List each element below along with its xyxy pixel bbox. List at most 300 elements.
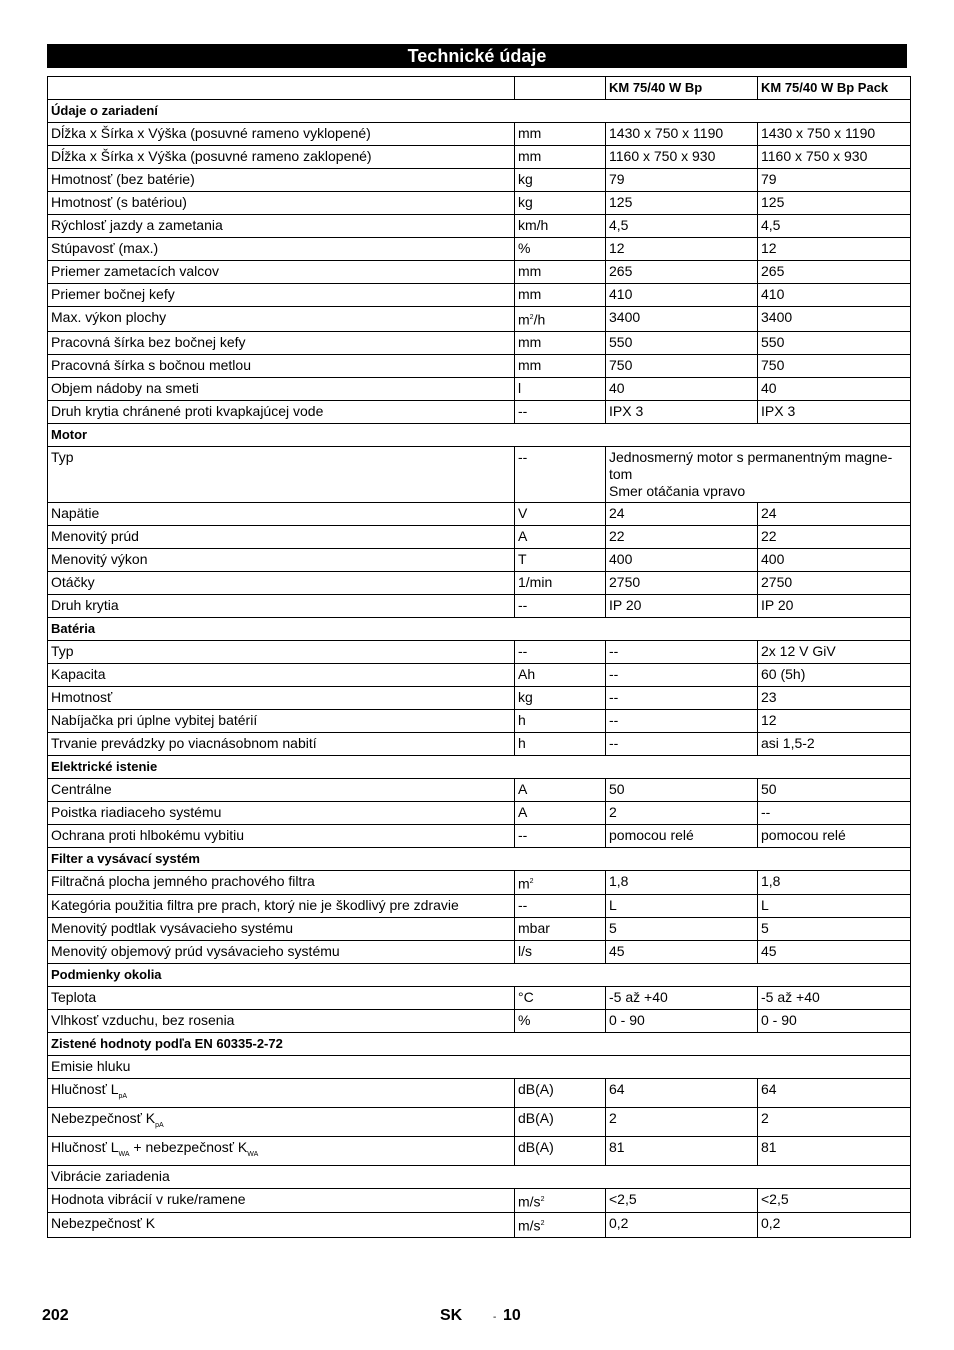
value-km-75-40-w-bp: 22 xyxy=(606,525,758,548)
table-row xyxy=(48,331,911,354)
table-row xyxy=(48,918,911,941)
value-km-75-40-w-bp: -5 až +40 xyxy=(606,987,758,1010)
row-label xyxy=(48,238,515,261)
value-km-75-40-w-bp-pack: 12 xyxy=(758,238,911,261)
value-km-75-40-w-bp-pack: 45 xyxy=(758,941,911,964)
section-heading: Elektrické istenie xyxy=(48,755,911,778)
unit-cell xyxy=(515,1010,606,1033)
unit-cell xyxy=(515,146,606,169)
value-line: Jednosmerný motor s permanentným magne- xyxy=(609,448,893,465)
value-km-75-40-w-bp-pack: -5 až +40 xyxy=(758,987,911,1010)
row-label xyxy=(48,640,515,663)
value-km-75-40-w-bp: 265 xyxy=(606,261,758,284)
value-km-75-40-w-bp-pack: 23 xyxy=(758,686,911,709)
row-label xyxy=(48,778,515,801)
value-km-75-40-w-bp-pack: 400 xyxy=(758,548,911,571)
section-row xyxy=(48,423,911,446)
unit-cell xyxy=(515,238,606,261)
technical-data-table xyxy=(47,76,911,1238)
unit-cell xyxy=(515,354,606,377)
row-label-text: Rýchlosť jazdy a zametania xyxy=(51,217,223,233)
value-line: Smer otáčania vpravo xyxy=(609,482,746,499)
unit-text: mm xyxy=(518,356,542,373)
label-subscript: WA xyxy=(118,1150,130,1158)
value-km-75-40-w-bp: <2,5 xyxy=(606,1188,758,1213)
unit-text: °C xyxy=(518,989,534,1006)
value-km-75-40-w-bp: IPX 3 xyxy=(606,400,758,423)
unit-text: h xyxy=(518,734,526,751)
value-km-75-40-w-bp: 2 xyxy=(606,1108,758,1137)
unit-text: kg xyxy=(518,688,533,705)
value-km-75-40-w-bp-pack: 2 xyxy=(758,1108,911,1137)
value-km-75-40-w-bp: -- xyxy=(606,709,758,732)
table-row xyxy=(48,238,911,261)
table-row xyxy=(48,1188,911,1213)
row-label-text: Hlučnosť L xyxy=(51,1081,119,1098)
row-label xyxy=(48,548,515,571)
row-label-text: Menovitý výkon xyxy=(51,550,148,567)
unit-cell xyxy=(515,331,606,354)
row-label xyxy=(48,895,515,918)
label-subscript: pA xyxy=(118,1093,128,1101)
unit-cell xyxy=(515,732,606,755)
value-km-75-40-w-bp: 410 xyxy=(606,284,758,307)
unit-text: m xyxy=(518,875,530,892)
unit-text: m/s xyxy=(518,1193,541,1210)
table-row xyxy=(48,709,911,732)
row-label xyxy=(48,870,515,895)
unit-cell xyxy=(515,307,606,332)
unit-cell xyxy=(515,870,606,895)
value-km-75-40-w-bp: 550 xyxy=(606,331,758,354)
row-label xyxy=(48,284,515,307)
unit-cell xyxy=(515,778,606,801)
value-km-75-40-w-bp: 5 xyxy=(606,918,758,941)
row-label-text: Nebezpečnosť K xyxy=(51,1215,156,1232)
unit-superscript: 2 xyxy=(540,1195,545,1203)
value-km-75-40-w-bp-pack: 1160 x 750 x 930 xyxy=(758,146,911,169)
table-row xyxy=(48,686,911,709)
value-km-75-40-w-bp-pack: 0 - 90 xyxy=(758,1010,911,1033)
unit-cell xyxy=(515,824,606,847)
table-row xyxy=(48,941,911,964)
row-label xyxy=(48,400,515,423)
unit-text: dB(A) xyxy=(518,1138,554,1155)
row-label-text: Typ xyxy=(51,642,74,659)
value-km-75-40-w-bp: 4,5 xyxy=(606,215,758,238)
row-label-text: Druh krytia chránené proti kvapkajúcej vode xyxy=(51,402,324,419)
value-km-75-40-w-bp-pack: 1,8 xyxy=(758,870,911,895)
unit-cell xyxy=(515,941,606,964)
value-km-75-40-w-bp: 400 xyxy=(606,548,758,571)
table-row xyxy=(48,502,911,525)
table-row xyxy=(48,169,911,192)
unit-cell xyxy=(515,918,606,941)
unit-text: T xyxy=(518,550,527,567)
table-row xyxy=(48,1010,911,1033)
row-label xyxy=(48,307,515,332)
table-row xyxy=(48,377,911,400)
unit-text: -- xyxy=(518,897,528,914)
table-row xyxy=(48,824,911,847)
section-heading: Podmienky okolia xyxy=(48,964,911,987)
value-km-75-40-w-bp: 0,2 xyxy=(606,1213,758,1238)
column-header: KM 75/40 W Bp Pack xyxy=(758,77,911,100)
column-header-row xyxy=(48,77,911,100)
unit-text: l xyxy=(518,379,522,396)
unit-cell xyxy=(515,1079,606,1108)
table-row xyxy=(48,1079,911,1108)
row-label xyxy=(48,169,515,192)
value-km-75-40-w-bp-pack: IPX 3 xyxy=(758,400,911,423)
table-row xyxy=(48,146,911,169)
table-row xyxy=(48,987,911,1010)
value-km-75-40-w-bp-pack: pomocou relé xyxy=(758,824,911,847)
unit-text: mbar xyxy=(518,920,550,937)
value-km-75-40-w-bp-pack: 1430 x 750 x 1190 xyxy=(758,123,911,146)
row-label xyxy=(48,377,515,400)
row-label xyxy=(48,987,515,1010)
unit-cell xyxy=(515,1108,606,1137)
row-label-text: Dĺžka x Šírka x Výška (posuvné rameno zaklopené) xyxy=(51,148,372,164)
table-row xyxy=(48,261,911,284)
unit-cell xyxy=(515,215,606,238)
row-label-text: Ochrana proti hlbokému vybitiu xyxy=(51,826,244,843)
label-subscript: WA xyxy=(247,1150,259,1158)
unit-cell xyxy=(515,284,606,307)
value-km-75-40-w-bp-pack: 550 xyxy=(758,331,911,354)
unit-text: km/h xyxy=(518,217,549,233)
row-label xyxy=(48,571,515,594)
sub-page-number: 10 xyxy=(503,1307,521,1324)
value-km-75-40-w-bp-pack: 2x 12 V GiV xyxy=(758,640,911,663)
unit-cell xyxy=(515,192,606,215)
unit-rest: /h xyxy=(533,311,546,328)
value-km-75-40-w-bp: L xyxy=(606,895,758,918)
unit-text: A xyxy=(518,780,528,797)
unit-text: Ah xyxy=(518,665,536,682)
row-label xyxy=(48,1136,515,1165)
row-label-text: Nabíjačka pri úplne vybitej batérií xyxy=(51,711,258,728)
value-km-75-40-w-bp: 3400 xyxy=(606,307,758,332)
value-km-75-40-w-bp-pack: 410 xyxy=(758,284,911,307)
row-label xyxy=(48,663,515,686)
subheading: Vibrácie zariadenia xyxy=(48,1165,911,1188)
unit-superscript: 2 xyxy=(529,314,534,321)
unit-text: V xyxy=(518,504,528,521)
value-km-75-40-w-bp-pack: <2,5 xyxy=(758,1188,911,1213)
value-km-75-40-w-bp: 1160 x 750 x 930 xyxy=(606,146,758,169)
table-row xyxy=(48,640,911,663)
value-km-75-40-w-bp-pack: 0,2 xyxy=(758,1213,911,1238)
merged-value-cell xyxy=(606,446,911,502)
value-km-75-40-w-bp-pack: 79 xyxy=(758,169,911,192)
value-km-75-40-w-bp-pack: -- xyxy=(758,801,911,824)
value-km-75-40-w-bp-pack: 265 xyxy=(758,261,911,284)
section-heading: Zistené hodnoty podľa EN 60335-2-72 xyxy=(48,1033,911,1056)
section-row xyxy=(48,617,911,640)
row-label-text: Kategória použitia filtra pre prach, ktorý nie je škodlivý pre zdravie xyxy=(51,897,459,914)
table-row xyxy=(48,307,911,332)
unit-cell xyxy=(515,1136,606,1165)
value-km-75-40-w-bp: -- xyxy=(606,640,758,663)
table-row xyxy=(48,525,911,548)
row-label-text: Priemer zametacích valcov xyxy=(51,263,220,279)
unit-text: mm xyxy=(518,286,542,302)
row-label-text: Menovitý objemový prúd vysávacieho systému xyxy=(51,943,340,960)
unit-text: % xyxy=(518,1012,531,1029)
table-row xyxy=(48,284,911,307)
row-label xyxy=(48,261,515,284)
table-row xyxy=(48,778,911,801)
value-km-75-40-w-bp: 12 xyxy=(606,238,758,261)
unit-text: l/s xyxy=(518,943,532,960)
unit-text: mm xyxy=(518,148,542,164)
value-km-75-40-w-bp: 64 xyxy=(606,1079,758,1108)
table-row xyxy=(48,123,911,146)
unit-text: A xyxy=(518,803,528,820)
unit-text: -- xyxy=(518,596,528,613)
row-label-text: Teplota xyxy=(51,989,97,1006)
value-km-75-40-w-bp: 750 xyxy=(606,354,758,377)
section-row xyxy=(48,847,911,870)
unit-cell xyxy=(515,594,606,617)
row-label xyxy=(48,331,515,354)
value-km-75-40-w-bp-pack: 3400 xyxy=(758,307,911,332)
unit-superscript: 2 xyxy=(540,1220,545,1228)
row-label-text: Objem nádoby na smeti xyxy=(51,379,199,396)
section-row xyxy=(48,1033,911,1056)
value-km-75-40-w-bp: 2750 xyxy=(606,571,758,594)
row-label xyxy=(48,446,515,502)
table-row xyxy=(48,663,911,686)
row-label-text: Hmotnosť (s batériou) xyxy=(51,194,187,210)
unit-text: m/s xyxy=(518,1218,541,1235)
row-label xyxy=(48,215,515,238)
unit-text: kg xyxy=(518,171,533,187)
row-label xyxy=(48,1010,515,1033)
unit-cell xyxy=(515,640,606,663)
value-km-75-40-w-bp: -- xyxy=(606,686,758,709)
value-line: tom xyxy=(609,465,633,482)
unit-text: h xyxy=(518,711,526,728)
value-km-75-40-w-bp: -- xyxy=(606,732,758,755)
value-km-75-40-w-bp: 79 xyxy=(606,169,758,192)
row-label xyxy=(48,1213,515,1238)
row-label xyxy=(48,941,515,964)
row-label-text: Filtračná plocha jemného prachového filtra xyxy=(51,872,315,889)
value-km-75-40-w-bp-pack: 125 xyxy=(758,192,911,215)
value-km-75-40-w-bp-pack: 60 (5h) xyxy=(758,663,911,686)
unit-cell xyxy=(515,525,606,548)
row-label-text: Hodnota vibrácií v ruke/ramene xyxy=(51,1190,246,1207)
unit-cell xyxy=(515,446,606,502)
section-heading: Batéria xyxy=(48,617,911,640)
value-km-75-40-w-bp-pack: 2750 xyxy=(758,571,911,594)
unit-text: -- xyxy=(518,826,528,843)
value-km-75-40-w-bp-pack: L xyxy=(758,895,911,918)
unit-cell xyxy=(515,502,606,525)
row-label xyxy=(48,732,515,755)
value-km-75-40-w-bp-pack: 50 xyxy=(758,778,911,801)
row-label-text: Centrálne xyxy=(51,780,112,797)
value-km-75-40-w-bp: 125 xyxy=(606,192,758,215)
subheading-row xyxy=(48,1165,911,1188)
unit-cell xyxy=(515,169,606,192)
value-km-75-40-w-bp: 1,8 xyxy=(606,870,758,895)
table-row xyxy=(48,1213,911,1238)
table-row xyxy=(48,548,911,571)
unit-cell xyxy=(515,987,606,1010)
row-label-text: Vlhkosť vzduchu, bez rosenia xyxy=(51,1012,235,1029)
row-label-text: Trvanie prevádzky po viacnásobnom nabití xyxy=(51,734,317,751)
value-km-75-40-w-bp-pack: 81 xyxy=(758,1136,911,1165)
unit-text: -- xyxy=(518,448,528,465)
row-label-mid: + nebezpečnosť K xyxy=(129,1138,248,1155)
table-row xyxy=(48,594,911,617)
column-header xyxy=(48,77,515,100)
unit-cell xyxy=(515,709,606,732)
unit-cell xyxy=(515,571,606,594)
unit-text: % xyxy=(518,240,531,256)
row-label-text: Otáčky xyxy=(51,573,95,590)
value-km-75-40-w-bp-pack: 24 xyxy=(758,502,911,525)
table-row xyxy=(48,895,911,918)
table-row xyxy=(48,870,911,895)
row-label-text: Menovitý podtlak vysávacieho systému xyxy=(51,920,293,937)
value-km-75-40-w-bp: -- xyxy=(606,663,758,686)
unit-cell xyxy=(515,123,606,146)
section-heading: Filter a vysávací systém xyxy=(48,847,911,870)
unit-cell xyxy=(515,261,606,284)
row-label-text: Menovitý prúd xyxy=(51,527,139,544)
row-label xyxy=(48,1108,515,1137)
row-label xyxy=(48,824,515,847)
value-km-75-40-w-bp-pack: IP 20 xyxy=(758,594,911,617)
unit-cell xyxy=(515,663,606,686)
unit-cell xyxy=(515,400,606,423)
unit-cell xyxy=(515,801,606,824)
row-label xyxy=(48,354,515,377)
unit-superscript: 2 xyxy=(529,877,534,885)
unit-cell xyxy=(515,1188,606,1213)
unit-text: A xyxy=(518,527,528,544)
unit-text: 1/min xyxy=(518,573,553,590)
table-row xyxy=(48,801,911,824)
row-label xyxy=(48,192,515,215)
column-header: KM 75/40 W Bp xyxy=(606,77,758,100)
value-km-75-40-w-bp: 50 xyxy=(606,778,758,801)
unit-text: dB(A) xyxy=(518,1110,554,1127)
unit-text: mm xyxy=(518,263,542,279)
value-km-75-40-w-bp: pomocou relé xyxy=(606,824,758,847)
row-label-text: Nebezpečnosť K xyxy=(51,1110,156,1127)
row-label-text: Priemer bočnej kefy xyxy=(51,286,175,302)
row-label-text: Dĺžka x Šírka x Výška (posuvné rameno vyklopené) xyxy=(51,125,371,141)
section-heading: Motor xyxy=(48,423,911,446)
value-km-75-40-w-bp: 45 xyxy=(606,941,758,964)
row-label-text: Poistka riadiaceho systému xyxy=(51,803,222,820)
table-row xyxy=(48,1136,911,1165)
page-title: Technické údaje xyxy=(47,44,907,68)
page-number: 202 xyxy=(42,1307,69,1324)
unit-cell xyxy=(515,1213,606,1238)
table-row xyxy=(48,446,911,502)
language-code: SK xyxy=(440,1307,463,1324)
row-label-text: Hlučnosť L xyxy=(51,1138,119,1155)
table-row xyxy=(48,400,911,423)
section-heading: Údaje o zariadení xyxy=(48,100,911,123)
row-label-text: Pracovná šírka bez bočnej kefy xyxy=(51,333,246,350)
subheading: Emisie hluku xyxy=(48,1056,911,1079)
unit-cell xyxy=(515,686,606,709)
value-km-75-40-w-bp: 40 xyxy=(606,377,758,400)
unit-text: -- xyxy=(518,402,528,419)
label-subscript: pA xyxy=(155,1121,164,1129)
value-km-75-40-w-bp: 1430 x 750 x 1190 xyxy=(606,123,758,146)
row-label xyxy=(48,686,515,709)
table-row xyxy=(48,354,911,377)
value-km-75-40-w-bp-pack: asi 1,5-2 xyxy=(758,732,911,755)
row-label xyxy=(48,801,515,824)
value-km-75-40-w-bp: 81 xyxy=(606,1136,758,1165)
table-row xyxy=(48,215,911,238)
section-row xyxy=(48,964,911,987)
unit-text: dB(A) xyxy=(518,1081,554,1098)
unit-cell xyxy=(515,548,606,571)
row-label-text: Hmotnosť xyxy=(51,688,113,705)
table-row xyxy=(48,732,911,755)
row-label xyxy=(48,123,515,146)
column-header xyxy=(515,77,606,100)
value-km-75-40-w-bp: 24 xyxy=(606,502,758,525)
table-row xyxy=(48,571,911,594)
row-label-text: Max. výkon plochy xyxy=(51,309,167,325)
value-km-75-40-w-bp-pack: 750 xyxy=(758,354,911,377)
row-label xyxy=(48,502,515,525)
table-row xyxy=(48,1108,911,1137)
row-label xyxy=(48,146,515,169)
value-km-75-40-w-bp-pack: 40 xyxy=(758,377,911,400)
unit-text: kg xyxy=(518,194,533,210)
unit-text: m xyxy=(518,311,530,328)
row-label-text: Pracovná šírka s bočnou metlou xyxy=(51,356,251,373)
row-label xyxy=(48,1188,515,1213)
row-label xyxy=(48,918,515,941)
value-km-75-40-w-bp-pack: 64 xyxy=(758,1079,911,1108)
unit-text: mm xyxy=(518,125,542,141)
value-km-75-40-w-bp: 2 xyxy=(606,801,758,824)
value-km-75-40-w-bp: 0 - 90 xyxy=(606,1010,758,1033)
row-label xyxy=(48,525,515,548)
unit-text: mm xyxy=(518,333,542,350)
row-label xyxy=(48,594,515,617)
row-label-text: Druh krytia xyxy=(51,596,119,613)
row-label-text: Hmotnosť (bez batérie) xyxy=(51,171,195,187)
section-row xyxy=(48,755,911,778)
value-km-75-40-w-bp-pack: 4,5 xyxy=(758,215,911,238)
row-label xyxy=(48,709,515,732)
footer-dash: - xyxy=(493,1312,497,1323)
row-label-text: Typ xyxy=(51,448,74,465)
subheading-row xyxy=(48,1056,911,1079)
value-km-75-40-w-bp-pack: 22 xyxy=(758,525,911,548)
row-label-text: Kapacita xyxy=(51,665,106,682)
value-km-75-40-w-bp-pack: 5 xyxy=(758,918,911,941)
row-label-text: Napätie xyxy=(51,504,100,521)
row-label-text: Stúpavosť (max.) xyxy=(51,240,159,256)
section-row xyxy=(48,100,911,123)
